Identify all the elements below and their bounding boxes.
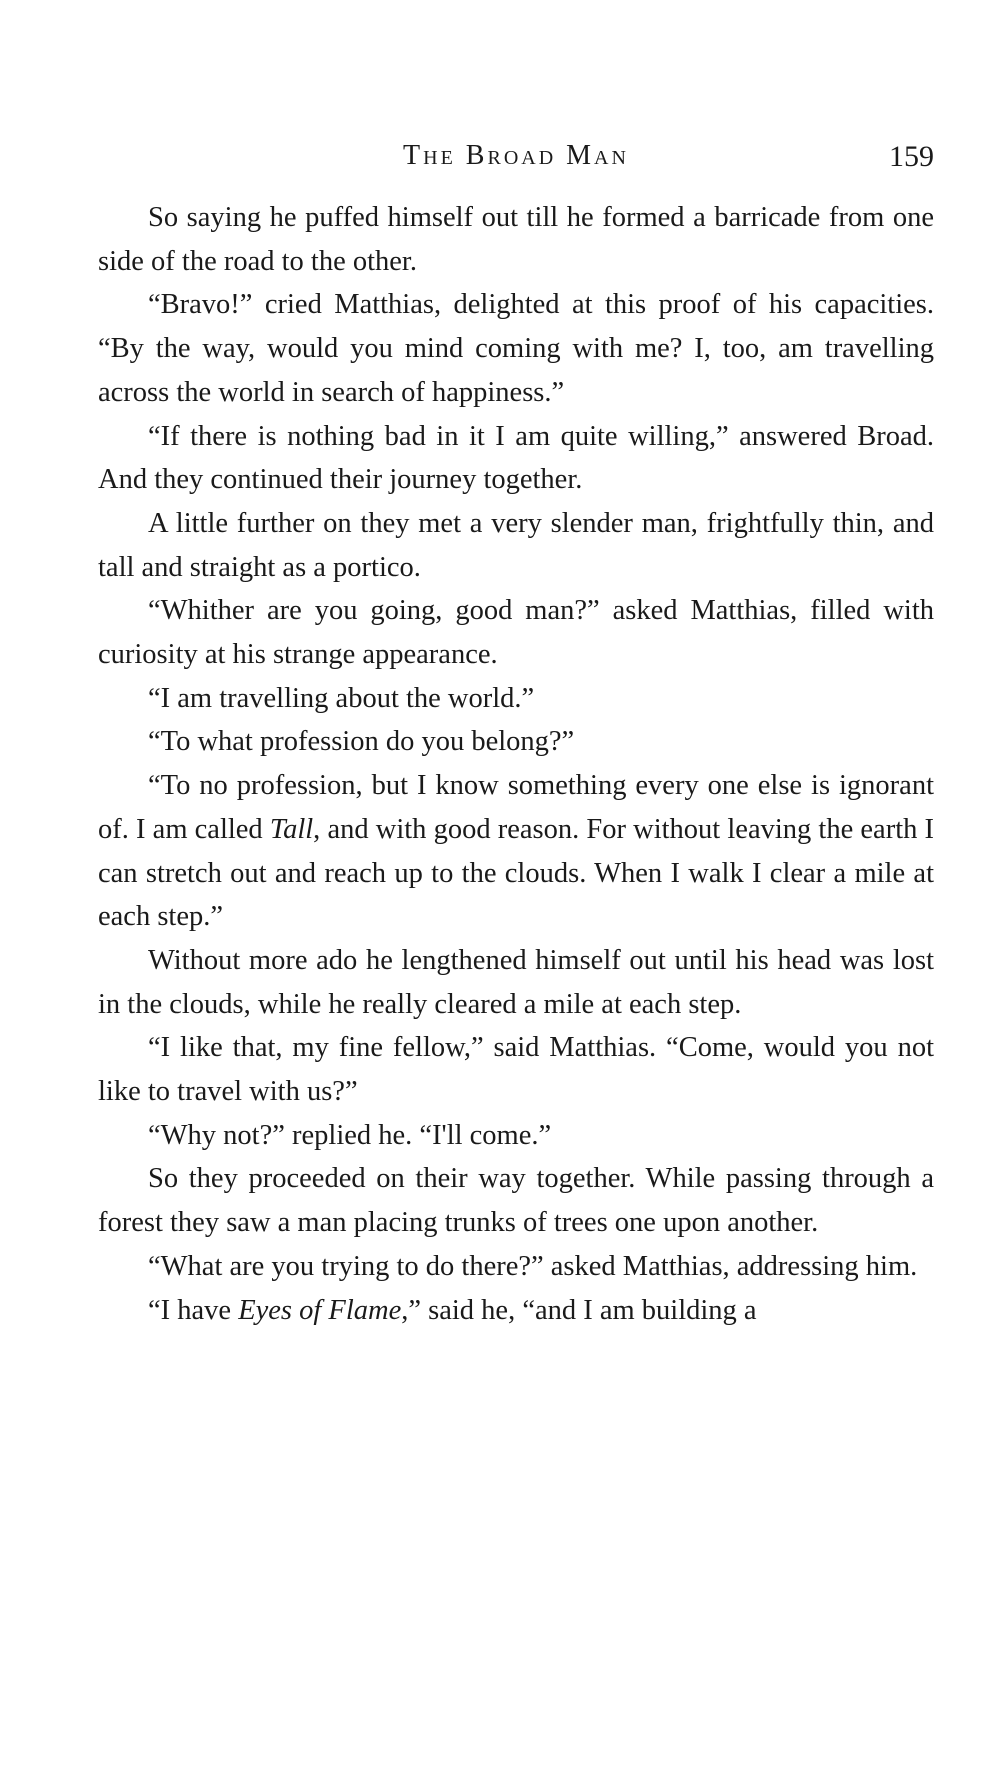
text-run: “To no profession, but I know something every one else is ignorant of. I am called: [98, 770, 934, 845]
paragraph: “I like that, my fine fellow,” said Matthias. “Come, would you not like to travel with us?”: [98, 1032, 934, 1108]
running-title: The Broad Man: [403, 140, 629, 171]
paragraph: “Why not?” replied he. “I'll come.”: [148, 1119, 552, 1151]
paragraph: [98, 1289, 934, 1333]
paragraph: [98, 764, 934, 939]
paragraph: “Bravo!” cried Matthias, delighted at this proof of his capacities. “By the way, would you mind coming with me? I, too, am travelling across the world in search of happiness.”: [98, 289, 934, 408]
paragraph: “To what profession do you belong?”: [148, 726, 575, 758]
page-number: 159: [889, 140, 934, 173]
running-head: [98, 140, 934, 180]
paragraph: “What are you trying to do there?” asked Matthias, addressing him.: [148, 1250, 918, 1282]
paragraph: So they proceeded on their way together. While passing through a forest they saw a man placing trunks of trees one upon another.: [98, 1163, 934, 1239]
paragraph: “I am travelling about the world.”: [148, 682, 535, 714]
italic-name: Eyes of Flame: [238, 1294, 402, 1326]
italic-name: Tall: [269, 813, 314, 845]
text-run: ,” said he, “and I am building a: [401, 1294, 757, 1326]
paragraph: A little further on they met a very slender man, frightfully thin, and tall and straight as a portico.: [98, 507, 934, 583]
text-run: , and with good reason. For without leaving the earth I can stretch out and reach up to the clouds. When I walk I clear a mile at each step.”: [98, 813, 935, 933]
body-text: [98, 196, 934, 1332]
paragraph: “Whither are you going, good man?” asked Matthias, filled with curiosity at his strange appearance.: [98, 595, 934, 671]
paragraph: So saying he puffed himself out till he formed a barricade from one side of the road to the other.: [98, 202, 934, 277]
text-run: “I have: [148, 1294, 239, 1326]
paragraph: Without more ado he lengthened himself out until his head was lost in the clouds, while he really cleared a mile at each step.: [98, 944, 934, 1020]
paragraph: “If there is nothing bad in it I am quite willing,” answered Broad. And they continued their journey together.: [98, 420, 934, 496]
